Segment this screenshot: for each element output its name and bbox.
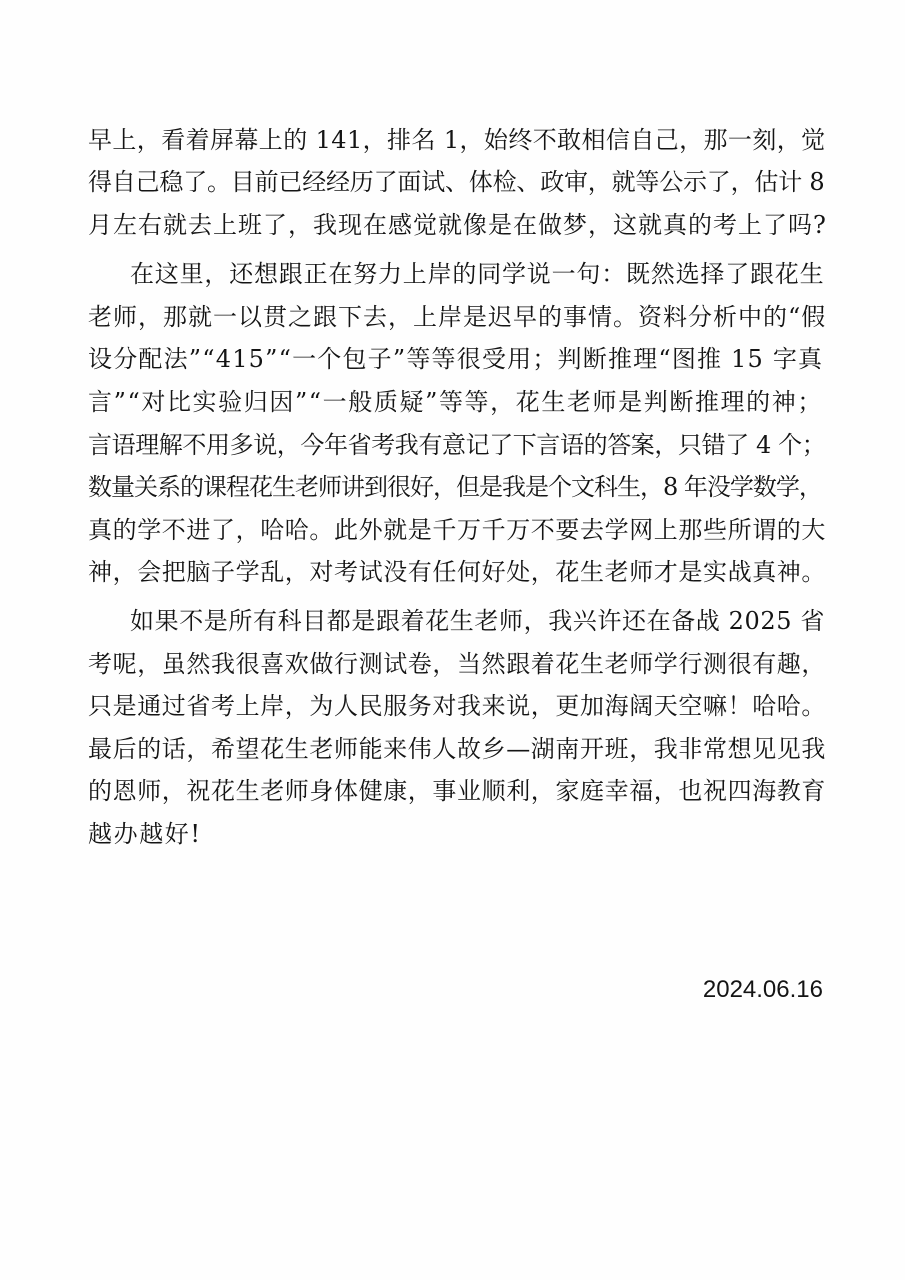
- text-line-7: 言”“对比实验归因”“一般质疑”等等，花生老师是判断推理的神；: [88, 388, 823, 416]
- text-line-10: 真的学不进了，哈哈。此外就是千万千万不要去学网上那些所谓的大: [88, 516, 826, 544]
- text-line-16: 的恩师，祝花生老师身体健康，事业顺利，家庭幸福，也祝四海教育: [88, 777, 826, 805]
- text-line-14: 只是通过省考上岸，为人民服务对我来说，更加海阔天空嘛！哈哈。: [88, 692, 826, 720]
- text-line-13: 考呢，虽然我很喜欢做行测试卷，当然跟着花生老师学行测很有趣，: [88, 650, 826, 678]
- text-line-5: 老师，那就一以贯之跟下去，上岸是迟早的事情。资料分析中的“假: [88, 303, 827, 331]
- document-date: 2024.06.16: [702, 976, 823, 1003]
- text-line-12: 如果不是所有科目都是跟着花生老师，我兴许还在备战 2025 省: [130, 607, 825, 635]
- text-line-2: 得自己稳了。目前已经经历了面试、体检、政审，就等公示了，估计 8: [88, 168, 825, 196]
- text-line-9: 数量关系的课程花生老师讲到很好，但是我是个文科生，8 年没学数学，: [88, 473, 822, 501]
- text-line-17: 越办越好!: [88, 820, 202, 848]
- text-line-15: 最后的话，希望花生老师能来伟人故乡—湖南开班，我非常想见见我: [88, 735, 826, 763]
- text-line-3: 月左右就去上班了，我现在感觉就像是在做梦，这就真的考上了吗?: [88, 211, 827, 239]
- text-line-1: 早上，看着屏幕上的 141，排名 1，始终不敢相信自己，那一刻，觉: [88, 126, 826, 154]
- text-line-4: 在这里，还想跟正在努力上岸的同学说一句：既然选择了跟花生: [130, 260, 825, 288]
- text-line-6: 设分配法”“415”“一个包子”等等很受用；判断推理“图推 15 字真: [88, 345, 824, 373]
- text-line-11: 神，会把脑子学乱，对考试没有任何好处，花生老师才是实战真神。: [88, 558, 826, 586]
- text-line-8: 言语理解不用多说，今年省考我有意记了下言语的答案，只错了 4 个；: [88, 431, 826, 459]
